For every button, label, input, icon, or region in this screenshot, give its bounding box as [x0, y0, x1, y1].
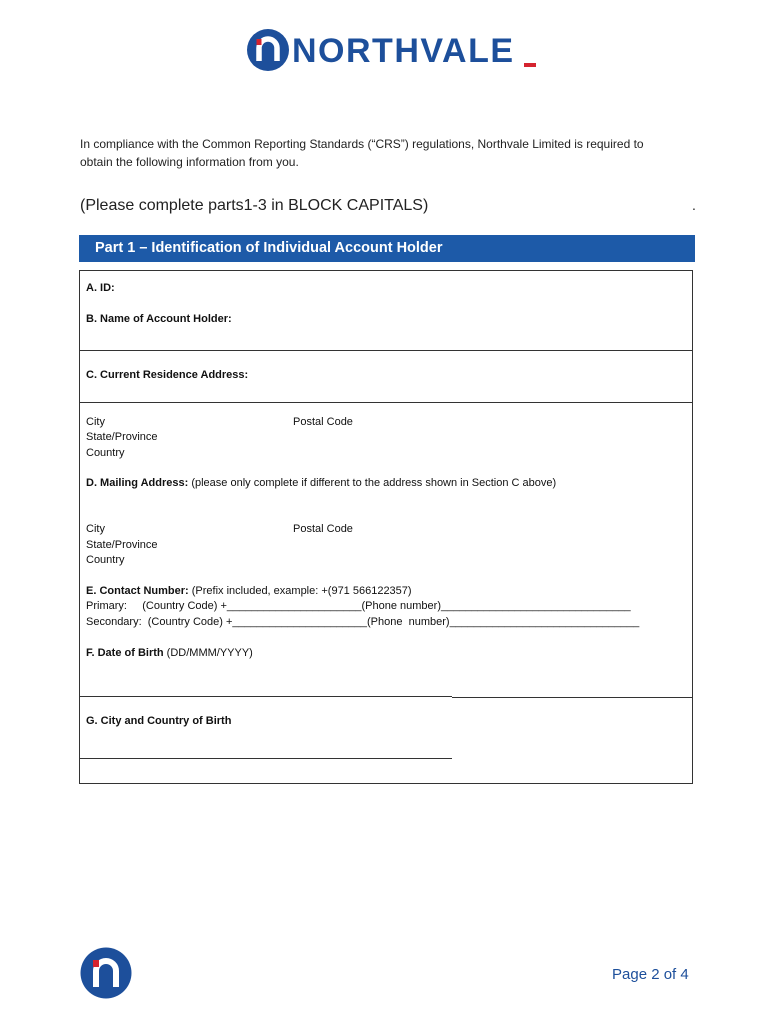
field-c-state[interactable]: State/Province	[86, 431, 158, 443]
field-a-id[interactable]: A. ID:	[86, 282, 115, 294]
divider-c-details	[80, 402, 692, 403]
field-f-note: (DD/MMM/YYYY)	[163, 647, 253, 659]
field-f-date-of-birth[interactable]	[86, 647, 253, 659]
intro-paragraph	[80, 135, 700, 171]
field-e-secondary[interactable]: Secondary: (Country Code) +______________________(Phone number)_______________________________	[86, 616, 640, 628]
intro-line-2: obtain the following information from you.	[80, 155, 299, 169]
field-c-postal-code[interactable]: Postal Code	[293, 416, 353, 428]
field-c-country[interactable]: Country	[86, 447, 125, 459]
divider-f-g-left	[80, 696, 452, 697]
field-g-answer-line[interactable]	[80, 758, 452, 759]
instruction-text: (Please complete parts1-3 in BLOCK CAPITALS)	[80, 197, 429, 214]
divider-f-g-right	[452, 697, 692, 698]
divider-ab-c	[80, 350, 692, 351]
footer-n-monogram-icon	[80, 947, 132, 999]
field-e-note: (Prefix included, example: +(971 566122357)	[188, 585, 412, 597]
field-g-city-country-birth[interactable]: G. City and Country of Birth	[86, 715, 232, 727]
part1-header-bar	[79, 235, 695, 262]
field-d-city[interactable]: City	[86, 523, 105, 535]
field-f-label: F. Date of Birth	[86, 647, 164, 659]
field-e-label: E. Contact Number:	[86, 585, 189, 597]
field-d-postal-code[interactable]: Postal Code	[293, 523, 353, 535]
instruction-dot: .	[692, 197, 696, 213]
northvale-logo	[246, 28, 536, 76]
field-d-mailing-address[interactable]	[86, 477, 556, 489]
field-d-label: D. Mailing Address:	[86, 477, 189, 489]
part1-form-box	[79, 270, 693, 784]
field-e-primary[interactable]: Primary: (Country Code) +______________________(Phone number)_______________________________	[86, 600, 631, 612]
field-d-country[interactable]: Country	[86, 554, 125, 566]
n-monogram-icon	[246, 28, 290, 72]
field-d-note: (please only complete if different to the address shown in Section C above)	[188, 477, 557, 489]
part1-title: Part 1 – Identification of Individual Account Holder	[95, 240, 443, 256]
field-c-address[interactable]: C. Current Residence Address:	[86, 369, 249, 381]
intro-line-1: In compliance with the Common Reporting Standards (“CRS”) regulations, Northvale Limited is required to	[80, 137, 644, 151]
field-b-name[interactable]: B. Name of Account Holder:	[86, 313, 232, 325]
brand-name: NORTHVALE	[292, 32, 515, 70]
field-e-contact-number	[86, 585, 412, 597]
brand-accent-bar	[524, 63, 536, 67]
field-c-city[interactable]: City	[86, 416, 105, 428]
field-d-state[interactable]: State/Province	[86, 539, 158, 551]
page-number: Page 2 of 4	[612, 966, 689, 983]
